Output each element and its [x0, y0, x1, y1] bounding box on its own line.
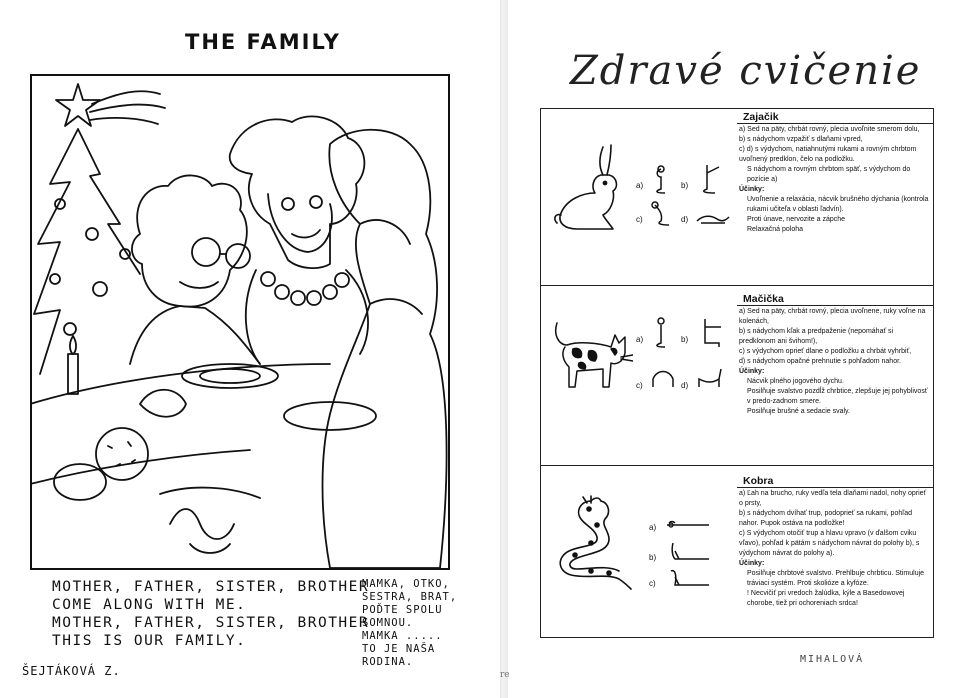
step-label: d) — [681, 381, 689, 390]
poem-line: MAMKA ..... — [362, 630, 443, 642]
text-line: b) s nádychom kľak a predpaženie (nepomáhať si predklonom ani švihom!), — [739, 328, 894, 345]
page-edge-mark: re — [500, 670, 510, 680]
rabbit-icon — [553, 143, 631, 233]
poem-line: MOTHER, FATHER, SISTER, BROTHER — [52, 615, 370, 631]
section-divider — [541, 465, 933, 466]
text-line: a) Ľah na brucho, ruky vedľa tela dlaňami nadol, nohy oprieť o prsty, — [739, 490, 927, 507]
exercise-section — [541, 109, 933, 285]
exercise-text — [739, 125, 931, 235]
poem-line: SESTRA, BRAT, — [362, 591, 458, 603]
effects-label: Účinky: — [739, 560, 765, 567]
text-line: d) s nádychom opačné prehnutie s pohľadom nahor. — [739, 358, 901, 365]
effects-label: Účinky: — [739, 368, 765, 375]
step-label: c) — [636, 381, 643, 390]
pose-figure — [695, 209, 731, 227]
poem-line: MOTHER, FATHER, SISTER, BROTHER — [52, 579, 370, 595]
exercise-section — [541, 473, 933, 637]
author-signature-left: ŠEJTÁKOVÁ Z. — [22, 664, 121, 678]
pose-figure — [665, 517, 711, 531]
text-line: a) Sed na päty, chrbát rovný, plecia uvoľnene, ruky voľne na kolenách, — [739, 308, 926, 325]
exercise-title: Mačička — [743, 293, 784, 305]
exercise-section — [541, 291, 933, 461]
text-line: Relaxačná poloha — [747, 226, 804, 233]
step-label: b) — [681, 335, 689, 344]
text-line: Uvoľnenie a relaxácia, nácvik brušného dýchania (kontrola rukami učiteľa v oblasti ľadvín). — [747, 196, 929, 213]
pose-figure — [695, 363, 725, 391]
effects-label: Účinky: — [739, 186, 765, 193]
cat-icon — [549, 315, 633, 395]
step-label: a) — [636, 335, 644, 344]
exercise-title: Zajačik — [743, 111, 779, 123]
text-line: c) d) s výdychom, natiahnutými rukami a rovným chrbtom uvoľnený predklon, čelo na podložku. — [739, 146, 917, 163]
exercise-text — [739, 489, 931, 609]
pose-figure — [649, 365, 679, 391]
page-title-right: Zdravé cvičenie — [570, 48, 922, 94]
text-line: b) s nádychom vzpažiť s dlaňami vpred, — [739, 136, 863, 143]
poem-line: THIS IS OUR FAMILY. — [52, 633, 247, 649]
text-line: Posilňuje brušné a sedacie svaly. — [747, 408, 850, 415]
poem-line: TO JE NAŠA — [362, 643, 436, 655]
poem-line: SOMNOU. — [362, 617, 414, 629]
step-label: c) — [636, 215, 643, 224]
text-line: c) S výdychom otočiť trup a hlavu vpravo (v ďalšom cviku vľavo), pohľad k pätám s nádychom návrat do polohy b), s výdychom návrat do polohy a). — [739, 530, 920, 557]
pose-figure — [649, 317, 673, 349]
step-label: a) — [636, 181, 644, 190]
poem-line: POĎTE SPOLU — [362, 604, 443, 616]
text-line: a) Sed na päty, chrbát rovný, plecia uvoľnite smerom dolu, — [739, 126, 920, 133]
poem-line: RODINA. — [362, 656, 414, 668]
cobra-icon — [551, 495, 633, 591]
family-dinner-illustration — [30, 74, 450, 570]
pose-figure — [695, 317, 725, 349]
pose-figure — [665, 541, 711, 563]
text-line: Nácvik plného jogového dychu. — [747, 378, 844, 385]
step-label: c) — [649, 579, 656, 588]
text-line: c) s výdychom oprieť dlane o podložku a chrbát vyhrbiť, — [739, 348, 912, 355]
step-label: d) — [681, 215, 689, 224]
pose-figure — [649, 165, 677, 195]
author-signature-right: MIHALOVÁ — [800, 654, 865, 665]
text-line: Proti únave, nervozite a zápche — [747, 216, 846, 223]
text-line: Posilňuje svalstvo pozdĺž chrbtice, zlepšuje jej pohyblivosť v predo-zadnom smere. — [747, 388, 928, 405]
text-line: Posilňuje chrbtové svalstvo. Prehlbuje chrbticu. Stimuluje tráviaci systém. Proti skolióze a kyfóze. — [747, 570, 925, 587]
exercise-text — [739, 307, 931, 417]
step-label: b) — [681, 181, 689, 190]
poem-line: MAMKA, OTKO, — [362, 578, 450, 590]
page-title-left: THE FAMILY — [185, 30, 341, 54]
pose-figure — [665, 567, 711, 589]
poem-english — [52, 578, 369, 650]
text-line: b) s nádychom dvíhať trup, podoprieť sa rukami, pohľad nahor. Pupok ostáva na podložke! — [739, 510, 913, 527]
pose-figure — [649, 201, 677, 227]
exercise-sheet — [540, 108, 934, 638]
step-label: a) — [649, 523, 657, 532]
step-label: b) — [649, 553, 657, 562]
poem-line: COME ALONG WITH ME. — [52, 597, 247, 613]
poem-slovak — [362, 578, 457, 669]
section-divider — [541, 285, 933, 286]
pose-figure — [695, 163, 725, 195]
text-line: ! Necvičiť pri vredoch žalúdka, kýle a Basedowovej chorobe, tiež pri ochoreniach srdca! — [747, 590, 905, 607]
text-line: S nádychom a rovným chrbtom späť, s výdychom do pozície a) — [747, 166, 911, 183]
exercise-title: Kobra — [743, 475, 774, 487]
